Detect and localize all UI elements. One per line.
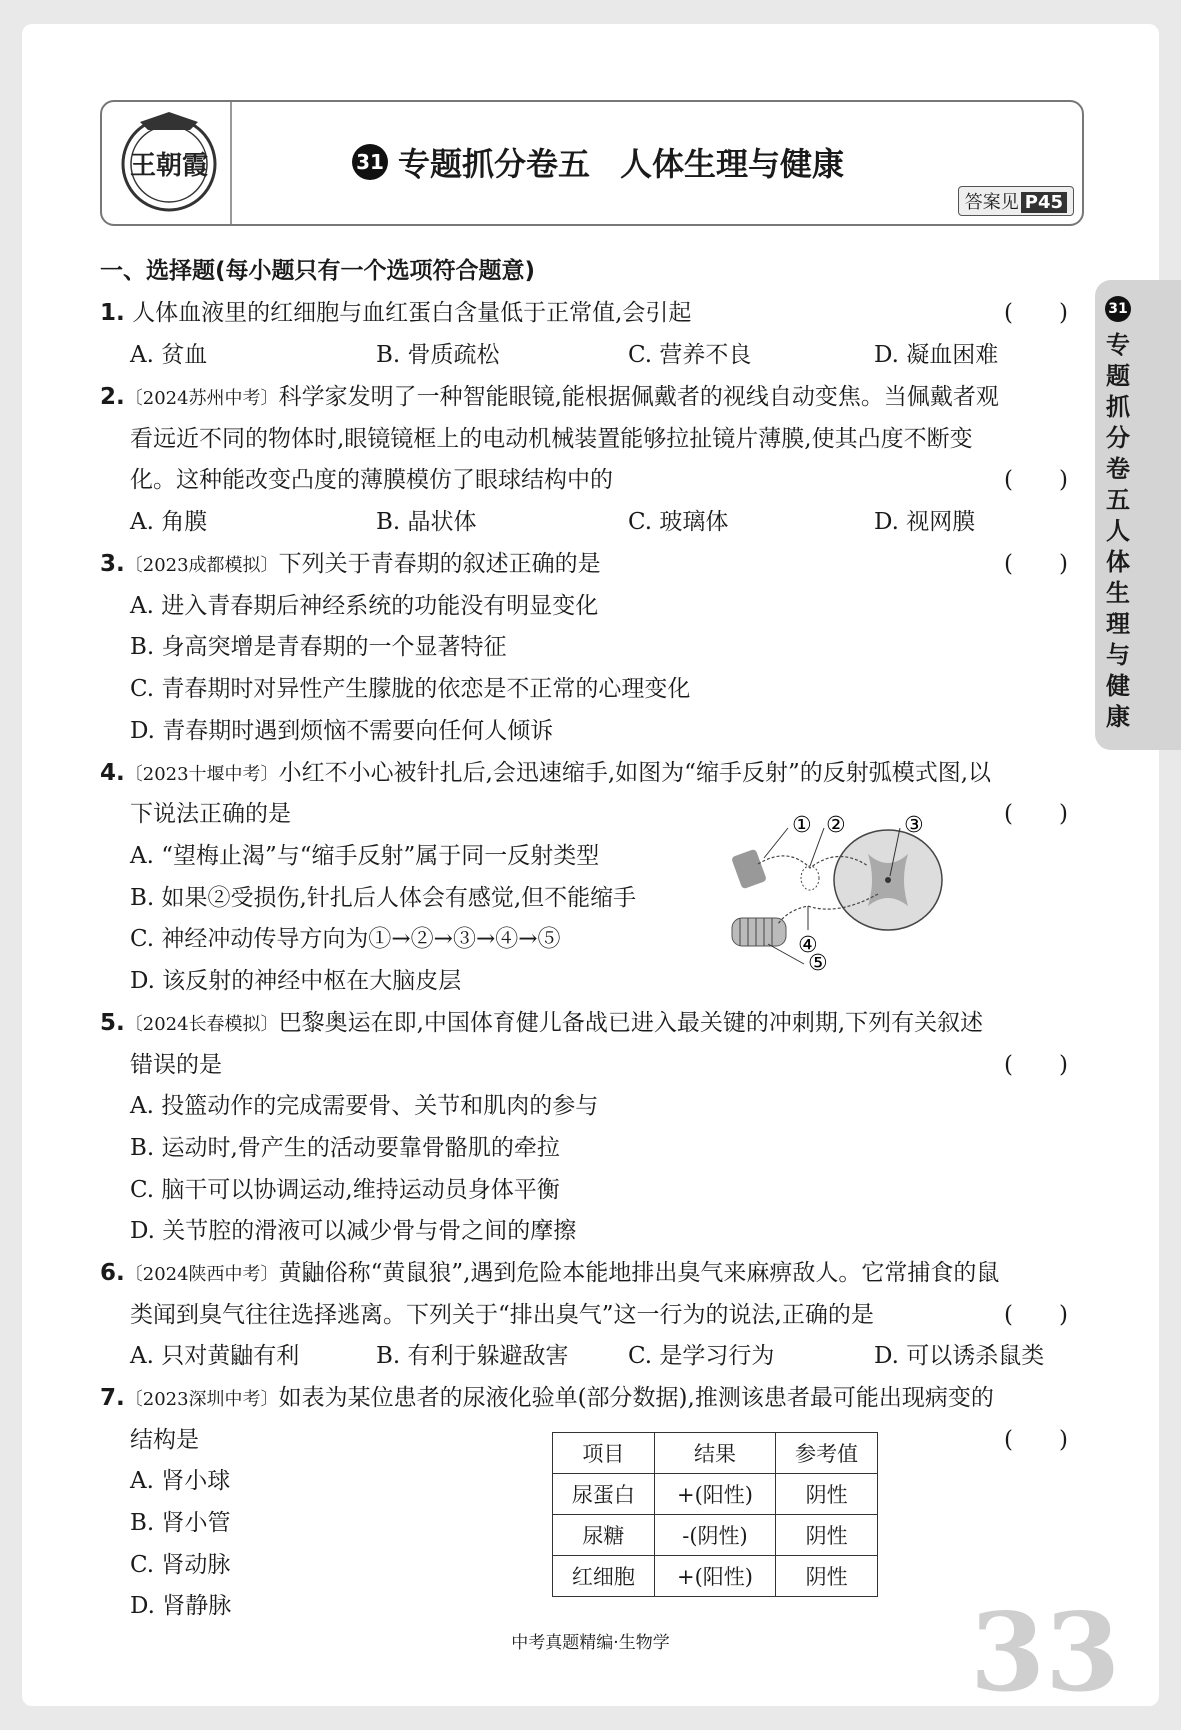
label-1: ① [792,813,812,838]
page-number: 33 [970,1590,1121,1716]
option-c: C. 神经冲动传导方向为①→②→③→④→⑤ [130,926,561,952]
footer-text: 中考真题精编·生物学 [511,1633,670,1653]
question-text-line: 类闻到臭气往往选择逃离。下列关于“排出臭气”这一行为的说法,正确的是 [130,1302,874,1328]
answer-ref-label: 答案见 [964,192,1019,213]
table-row [553,1556,878,1597]
question-source: 〔2023深圳中考〕 [124,1389,279,1410]
title-main: 专题抓分卷五 [398,145,591,183]
option-b: B. 骨质疏松 [376,342,500,368]
question-text: 科学家发明了一种智能眼镜,能根据佩戴者的视线自动变焦。当佩戴者观 [278,384,999,410]
answer-blank: ( ) [1004,551,1068,577]
svg-text:王朝霞: 王朝霞 [129,151,209,181]
answer-ref-page: P45 [1021,192,1067,213]
question-source: 〔2024苏州中考〕 [124,388,279,409]
question-3 [100,545,601,578]
table-cell: 尿糖 [553,1515,655,1556]
answer-blank: ( ) [1004,1427,1068,1453]
answer-blank: ( ) [1004,300,1068,326]
question-7 [100,1379,994,1412]
option-c: C. 脑干可以协调运动,维持运动员身体平衡 [130,1177,560,1203]
question-source: 〔2024陕西中考〕 [124,1264,279,1285]
table-cell: 阴性 [776,1474,878,1515]
table-cell: 阴性 [776,1556,878,1597]
question-6 [100,1254,999,1287]
option-c: C. 是学习行为 [628,1343,775,1369]
question-number: 7. [100,1385,125,1411]
answer-reference [958,186,1074,216]
label-4: ④ [798,933,818,958]
label-3: ③ [904,813,924,838]
option-a: A. 肾小球 [130,1468,231,1494]
title-badge: 31 [352,144,388,180]
logo-divider [230,102,232,224]
question-4 [100,754,991,787]
question-source: 〔2023十堰中考〕 [124,764,279,785]
option-a: A. “望梅止渴”与“缩手反射”属于同一反射类型 [130,843,600,869]
label-2: ② [826,813,846,838]
table-cell: 红细胞 [553,1556,655,1597]
question-text: 小红不小心被针扎后,会迅速缩手,如图为“缩手反射”的反射弧模式图,以 [278,760,992,786]
table-cell: -(阴性) [654,1515,776,1556]
side-tab-text: 专题抓分卷五人体生理与健康 [1106,331,1130,731]
answer-blank: ( ) [1004,1302,1068,1328]
question-text: 巴黎奥运在即,中国体育健儿备战已进入最关键的冲刺期,下列有关叙述 [278,1010,984,1036]
option-d: D. 肾静脉 [130,1593,232,1619]
option-b: B. 有利于躲避敌害 [376,1343,569,1369]
question-text-line: 结构是 [130,1427,199,1453]
question-2 [100,378,999,411]
question-number: 6. [100,1260,125,1286]
option-d: D. 可以诱杀鼠类 [874,1343,1045,1369]
label-5: ⑤ [808,951,828,972]
answer-blank: ( ) [1004,467,1068,493]
question-text-line: 下说法正确的是 [130,801,291,827]
question-number: 3. [100,551,125,577]
answer-blank: ( ) [1004,801,1068,827]
question-number: 1. [100,300,125,326]
option-c: C. 玻璃体 [628,509,729,535]
question-1 [100,294,691,327]
question-text: 人体血液里的红细胞与血红蛋白含量低于正常值,会引起 [132,300,692,326]
question-source: 〔2023成都模拟〕 [124,555,279,576]
question-text: 下列关于青春期的叙述正确的是 [278,551,601,577]
answer-blank: ( ) [1004,1052,1068,1078]
option-c: C. 肾动脉 [130,1552,231,1578]
question-number: 5. [100,1010,125,1036]
table-header-row [553,1433,878,1474]
option-a: A. 只对黄鼬有利 [130,1343,300,1369]
title-subtitle: 人体生理与健康 [620,145,845,183]
table-cell: +(阳性) [654,1556,776,1597]
option-b: B. 如果②受损伤,针扎后人体会有感觉,但不能缩手 [130,885,637,911]
option-c: C. 营养不良 [628,342,752,368]
question-text-line: 看远近不同的物体时,眼镜镜框上的电动机械装置能够拉扯镜片薄膜,使其凸度不断变 [130,426,973,452]
option-d: D. 关节腔的滑液可以减少骨与骨之间的摩擦 [130,1218,577,1244]
option-c: C. 青春期时对异性产生朦胧的依恋是不正常的心理变化 [130,676,691,702]
option-d: D. 青春期时遇到烦恼不需要向任何人倾诉 [130,718,554,744]
table-row [553,1515,878,1556]
option-d: D. 视网膜 [874,509,976,535]
table-header: 项目 [553,1433,655,1474]
option-b: B. 身高突增是青春期的一个显著特征 [130,634,507,660]
side-tab-badge: 31 [1105,296,1131,322]
option-d: D. 该反射的神经中枢在大脑皮层 [130,968,462,994]
question-text-line: 错误的是 [130,1052,222,1078]
publisher-logo [110,108,228,216]
reflex-arc-diagram [728,806,946,972]
page-title [352,138,1052,186]
table-cell: 尿蛋白 [553,1474,655,1515]
question-text: 如表为某位患者的尿液化验单(部分数据),推测该患者最可能出现病变的 [278,1385,994,1411]
header-box [100,100,1084,226]
question-number: 2. [100,384,125,410]
question-text: 黄鼬俗称“黄鼠狼”,遇到危险本能地排出臭气来麻痹敌人。它常捕食的鼠 [278,1260,1000,1286]
option-b: B. 肾小管 [130,1510,231,1536]
table-cell: +(阳性) [654,1474,776,1515]
option-a: A. 投篮动作的完成需要骨、关节和肌肉的参与 [130,1093,599,1119]
option-a: A. 进入青春期后神经系统的功能没有明显变化 [130,593,599,619]
question-text-line: 化。这种能改变凸度的薄膜模仿了眼球结构中的 [130,467,613,493]
question-5 [100,1004,983,1037]
option-b: B. 晶状体 [376,509,477,535]
question-source: 〔2024长春模拟〕 [124,1014,279,1035]
table-header: 参考值 [776,1433,878,1474]
section-title: 一、选择题(每小题只有一个选项符合题意) [100,258,536,284]
urine-test-table [552,1432,878,1597]
option-b: B. 运动时,骨产生的活动要靠骨骼肌的牵拉 [130,1135,560,1161]
table-row [553,1474,878,1515]
option-a: A. 角膜 [130,509,208,535]
option-d: D. 凝血困难 [874,342,999,368]
option-a: A. 贫血 [130,342,208,368]
question-number: 4. [100,760,125,786]
table-cell: 阴性 [776,1515,878,1556]
table-header: 结果 [654,1433,776,1474]
